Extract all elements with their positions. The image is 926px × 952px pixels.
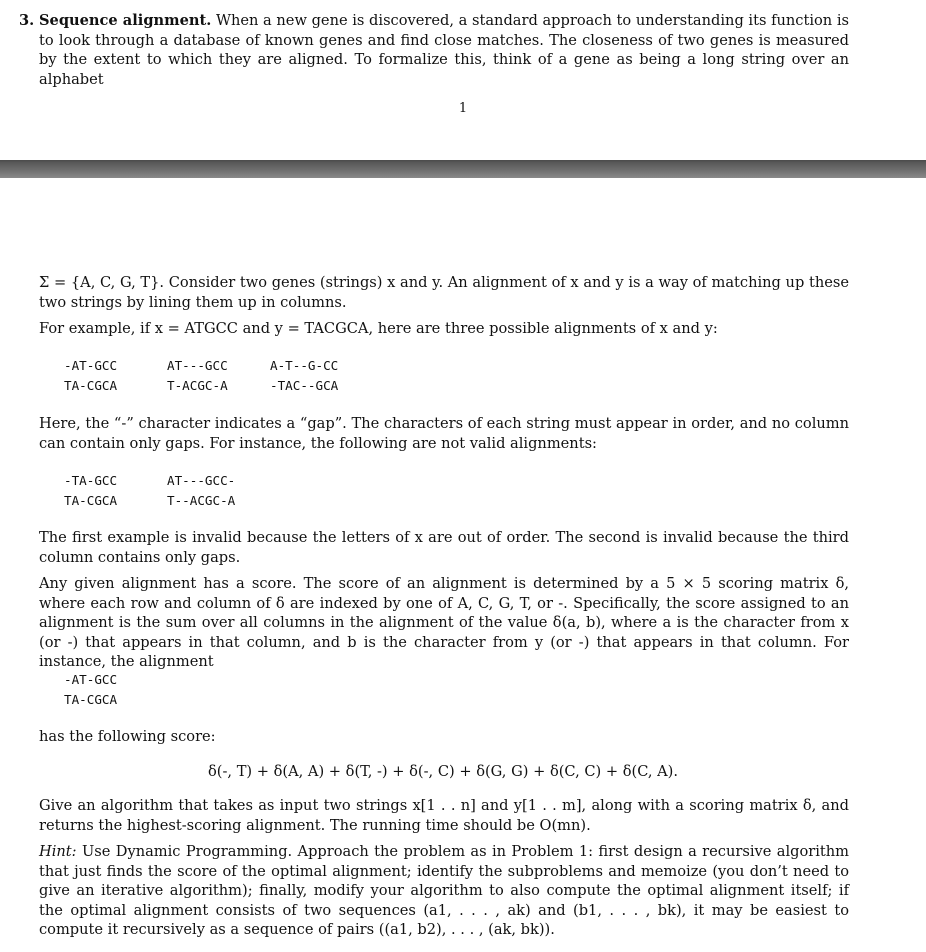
valid-alignment-1	[64, 356, 117, 396]
problem-intro-paragraph	[19, 11, 849, 89]
score-paragraph: Any given alignment has a score. The score of an alignment is determined by a 5 × 5 scoring matrix δ, where each row and column of δ are indexed by one of A, C, G, T, or -. Specifically, the score assigned to an alignment is the sum over all columns in the alignment of the value δ(a, b), where a is the character from x (or -) that appears in that column, and b is the character from y (or -) that appears in that column. For instance, the alignment	[39, 575, 849, 671]
alignment-bottom: -TAC--GCA	[270, 378, 339, 393]
page-1	[0, 0, 926, 160]
alignment-top: AT---GCC-	[167, 473, 236, 488]
problem-number: 3.	[19, 12, 35, 29]
alignment-bottom: TA-CGCA	[64, 378, 118, 393]
hint-label: Hint:	[39, 843, 77, 860]
valid-alignment-3	[270, 356, 338, 396]
alphabet-paragraph: Σ = {A, C, G, T}. Consider two genes (strings) x and y. An alignment of x and y is a way of matching up these two strings by lining them up in columns.	[39, 274, 849, 311]
alignment-top: -AT-GCC	[64, 358, 118, 373]
alignment-top: AT---GCC	[167, 358, 228, 373]
hint-text: Use Dynamic Programming. Approach the problem as in Problem 1: first design a recursive algorithm that just finds the score of the optimal alignment; identify the subproblems and memoize (you don’t need to give an iterative algorithm); finally, modify your algorithm to also compute the optimal alignment itself; if the optimal alignment consists of two sequences (a1, . . . , ak) and (b1, . . . , bk), it may be easiest to compute it recursively as a sequence of pairs ((a1, b2), . . . , (ak, bk)).	[39, 843, 849, 939]
score-example-alignment	[64, 670, 117, 710]
intro-text: When a new gene is discovered, a standard approach to understanding its function is to look through a database of known genes and find close matches. The closeness of two genes is measured by the extent to which they are aligned. To formalize this, think of a gene as being a long string over an alphabet	[39, 12, 849, 88]
hint-paragraph	[39, 842, 849, 940]
invalid-explanation: The first example is invalid because the letters of x are out of order. The second is invalid because the third column contains only gaps.	[39, 529, 849, 566]
invalid-alignment-1	[64, 471, 117, 511]
page-number: 1	[458, 101, 468, 116]
invalid-alignment-2	[167, 471, 235, 511]
alignment-top: -TA-GCC	[64, 473, 118, 488]
valid-alignment-2	[167, 356, 228, 396]
alignment-top: A-T--G-CC	[270, 358, 339, 373]
page-2	[0, 178, 926, 952]
alignment-bottom: T-ACGC-A	[167, 378, 228, 393]
alignment-bottom: TA-CGCA	[64, 493, 118, 508]
score-formula: δ(-, T) + δ(A, A) + δ(T, -) + δ(-, C) + δ(G, G) + δ(C, C) + δ(C, A).	[208, 763, 678, 780]
problem-title: Sequence alignment.	[39, 12, 212, 29]
alignment-bottom: T--ACGC-A	[167, 493, 236, 508]
score-lead: has the following score:	[39, 728, 216, 745]
page-separator	[0, 160, 926, 178]
task-paragraph: Give an algorithm that takes as input two strings x[1 . . n] and y[1 . . m], along with a scoring matrix δ, and returns the highest-scoring alignment. The running time should be O(mn).	[39, 797, 849, 834]
gap-paragraph: Here, the “-” character indicates a “gap”. The characters of each string must appear in order, and no column can contain only gaps. For instance, the following are not valid alignments:	[39, 415, 849, 452]
alignment-top: -AT-GCC	[64, 672, 118, 687]
alignment-bottom: TA-CGCA	[64, 692, 118, 707]
example-intro: For example, if x = ATGCC and y = TACGCA, here are three possible alignments of x and y:	[39, 320, 718, 337]
